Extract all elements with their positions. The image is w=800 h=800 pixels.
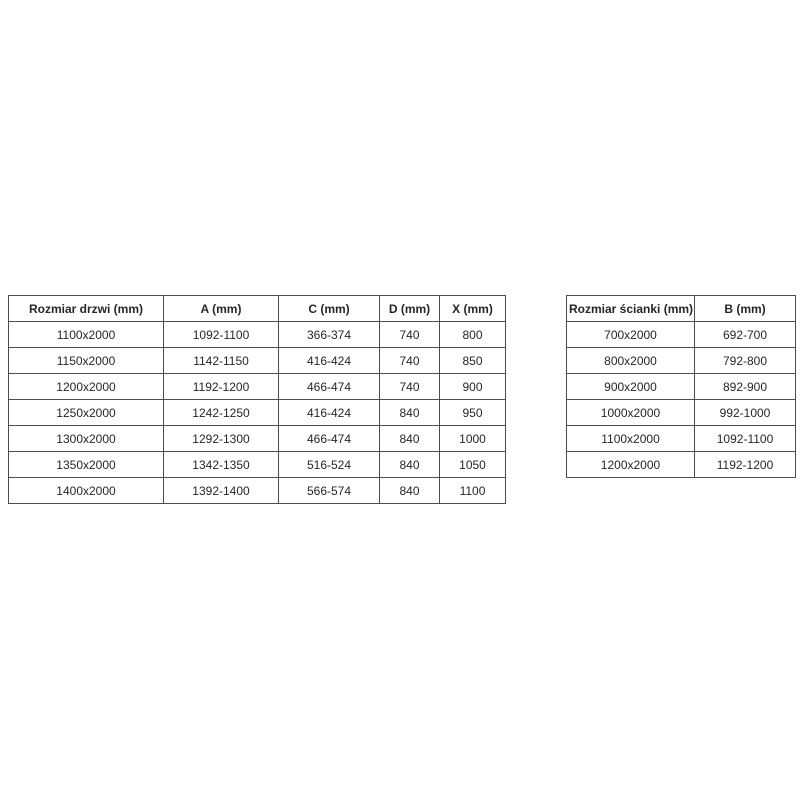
table-cell: 1242-1250 [164, 400, 279, 426]
table-cell: 516-524 [279, 452, 380, 478]
table-cell: 416-424 [279, 348, 380, 374]
table-cell: 840 [380, 452, 440, 478]
table-cell: 1150x2000 [9, 348, 164, 374]
table-header-row [567, 296, 796, 322]
table-cell: 700x2000 [567, 322, 695, 348]
table-row [9, 478, 506, 504]
table-cell: 1300x2000 [9, 426, 164, 452]
table-cell: 800x2000 [567, 348, 695, 374]
table-cell: 1100x2000 [567, 426, 695, 452]
table-row [567, 322, 796, 348]
table-cell: 1092-1100 [695, 426, 796, 452]
table-row [567, 348, 796, 374]
table-cell: 466-474 [279, 426, 380, 452]
table-cell: 950 [440, 400, 506, 426]
table-row [567, 452, 796, 478]
table-row [9, 452, 506, 478]
table-row [9, 322, 506, 348]
table-cell: 1142-1150 [164, 348, 279, 374]
column-header-c: C (mm) [279, 296, 380, 322]
table-cell: 792-800 [695, 348, 796, 374]
table-cell: 1100x2000 [9, 322, 164, 348]
table-cell: 840 [380, 478, 440, 504]
table-cell: 1342-1350 [164, 452, 279, 478]
door-sizes-table [8, 295, 506, 504]
table-row [9, 400, 506, 426]
table-cell: 900x2000 [567, 374, 695, 400]
table-cell: 1200x2000 [567, 452, 695, 478]
wall-sizes-table [566, 295, 796, 478]
table-cell: 850 [440, 348, 506, 374]
table-cell: 366-374 [279, 322, 380, 348]
column-header-rozmiar-scianki: Rozmiar ścianki (mm) [567, 296, 695, 322]
column-header-d: D (mm) [380, 296, 440, 322]
table-cell: 900 [440, 374, 506, 400]
table-cell: 740 [380, 322, 440, 348]
table-cell: 1200x2000 [9, 374, 164, 400]
table-cell: 1192-1200 [164, 374, 279, 400]
table-cell: 740 [380, 348, 440, 374]
table-cell: 892-900 [695, 374, 796, 400]
table-cell: 1100 [440, 478, 506, 504]
column-header-a: A (mm) [164, 296, 279, 322]
table-cell: 1192-1200 [695, 452, 796, 478]
table-cell: 1092-1100 [164, 322, 279, 348]
table-row [567, 400, 796, 426]
column-header-rozmiar-drzwi: Rozmiar drzwi (mm) [9, 296, 164, 322]
table-header-row [9, 296, 506, 322]
table-cell: 1392-1400 [164, 478, 279, 504]
table-cell: 416-424 [279, 400, 380, 426]
table-cell: 1292-1300 [164, 426, 279, 452]
table-row [9, 374, 506, 400]
table-cell: 1000x2000 [567, 400, 695, 426]
table-cell: 1050 [440, 452, 506, 478]
column-header-b: B (mm) [695, 296, 796, 322]
column-header-x: X (mm) [440, 296, 506, 322]
table-row [9, 426, 506, 452]
table-row [567, 374, 796, 400]
table-cell: 1400x2000 [9, 478, 164, 504]
table-row [567, 426, 796, 452]
table-cell: 992-1000 [695, 400, 796, 426]
table-cell: 1250x2000 [9, 400, 164, 426]
table-cell: 466-474 [279, 374, 380, 400]
table-cell: 1350x2000 [9, 452, 164, 478]
table-row [9, 348, 506, 374]
table-cell: 840 [380, 400, 440, 426]
table-cell: 840 [380, 426, 440, 452]
table-cell: 1000 [440, 426, 506, 452]
table-cell: 740 [380, 374, 440, 400]
table-cell: 800 [440, 322, 506, 348]
door-sizes-table-body [9, 322, 506, 504]
wall-sizes-table-body [567, 322, 796, 478]
table-cell: 692-700 [695, 322, 796, 348]
table-cell: 566-574 [279, 478, 380, 504]
